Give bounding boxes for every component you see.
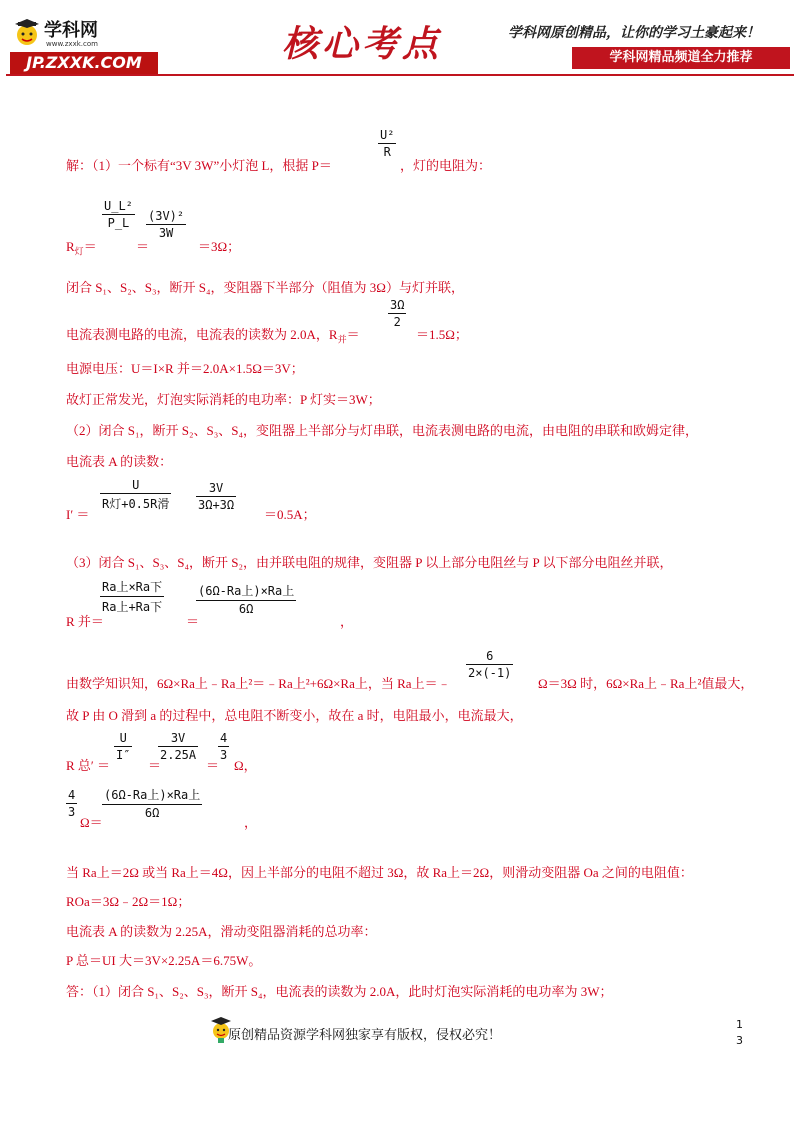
fraction: Ra上×Ra下 Ra上+Ra下 xyxy=(102,580,163,614)
text-line: 当 Ra上＝2Ω 或当 Ra上＝4Ω，因上半部分的电阻不超过 3Ω，故 Ra上＝2Ω，则滑动变阻器 Oa 之间的电阻值： xyxy=(66,865,693,880)
fraction: $\frac{\text{(3V)²}}{3W}$ xyxy=(148,209,185,240)
text-line: 电流表测电路的电流，电流表的读数为 2.0A，$R_并=$ xyxy=(66,327,360,345)
logo-title: 学科网 xyxy=(44,20,98,41)
text-line: 闭合 S₁、S₂、S₃，断开 S₄，变阻器下半部分（阻值为 3Ω）与灯并联， xyxy=(66,280,464,295)
site-logo[interactable] xyxy=(6,12,154,74)
text-line: Ω＝3Ω 时，6Ω×Ra上﹣Ra上²值最大， xyxy=(538,676,754,691)
text-line: 电流表 A 的读数为 2.25A，滑动变阻器消耗的总功率： xyxy=(66,924,377,939)
text-line: 电源电压：U＝I×R 并＝2.0A×1.5Ω＝3V； xyxy=(66,361,304,376)
text-line: R 并＝ xyxy=(66,614,104,629)
fraction: $\frac{U}{I''}$ xyxy=(116,731,131,762)
text-line: $R_灯=$ xyxy=(66,239,97,257)
fraction: (6Ω-Ra上)×Ra上 6Ω xyxy=(198,584,295,616)
text-line: 解：（1）一个标有“3V 3W”小灯泡 L，根据 P＝ xyxy=(66,158,332,173)
text-line: ＝1.5Ω； xyxy=(416,327,468,342)
fraction: $\frac{\text{U\_L²}}{P\_L}$ xyxy=(104,199,133,230)
text-line: ＝3Ω； xyxy=(198,239,241,254)
text-line: ROa＝3Ω﹣2Ω＝1Ω； xyxy=(66,894,191,909)
copyright-notice: 原创精品资源学科网独家享有版权，侵权必究！ xyxy=(228,1027,502,1042)
logo-url: www.zxxk.com xyxy=(46,40,98,48)
fraction: (6Ω-Ra上)×Ra上 6Ω xyxy=(104,788,201,820)
page-number: 1 xyxy=(736,1018,743,1031)
text-line: （2）闭合 S₁，断开 S₂、S₃、S₄，变阻器上半部分与灯串联，电流表测电路的电流，由电阻的串联和欧姆定律， xyxy=(66,423,699,438)
fraction: $\frac{4}{3}$ xyxy=(68,788,76,819)
text-line: Ω， xyxy=(234,758,257,773)
logo-domain: JP.ZXXK.COM xyxy=(10,52,158,74)
header-divider xyxy=(6,74,794,76)
text-line: 电流表 A 的读数： xyxy=(66,454,173,469)
text-line: 答：（1）闭合 S₁、S₂、S₃，断开 S₄，电流表的读数为 2.0A，此时灯泡实际消耗的电功率为 3W； xyxy=(66,984,613,999)
text-line: P 总＝UI 大＝3V×2.25A＝6.75W。 xyxy=(66,953,262,968)
fraction: $\frac{4}{3}$ xyxy=(220,731,228,762)
fraction: $\frac{3\Omega}{2}$ xyxy=(390,298,405,329)
text-line: 故灯正常发光，灯泡实际消耗的电功率：P 灯实＝3W； xyxy=(66,392,381,407)
fraction: $\frac{3V}{2.25A}$ xyxy=(160,731,197,762)
text-line: Ω＝ xyxy=(80,815,103,830)
text-line: ＝ xyxy=(206,758,220,773)
text-line: 故 P 由 O 滑到 a 的过程中，总电阻不断变小，故在 a 时，电阻最小，电流最大， xyxy=(66,708,523,723)
text-line: ＝0.5A； xyxy=(264,507,316,522)
text-line: ， xyxy=(340,614,354,629)
channel-banner: 学科网精品频道全力推荐 xyxy=(572,47,790,69)
text-line: R 总′ ＝ xyxy=(66,758,111,773)
page-total: 3 xyxy=(736,1034,743,1047)
fraction: $\frac{6}{2\times(-1)}$ xyxy=(468,649,512,680)
text-line: ＝ xyxy=(136,239,150,254)
mascot-icon xyxy=(12,18,42,48)
fraction: $\frac{3V}{3\Omega+3\Omega}$ xyxy=(198,481,235,512)
fraction: U R灯+0.5R滑 xyxy=(102,478,170,511)
text-line: （3）闭合 S₁、S₃、S₄，断开 S₂，由并联电阻的规律，变阻器 P 以上部分电阻丝与 P 以下部分电阻丝并联， xyxy=(66,555,673,570)
text-line: 由数学知识知，6Ω×Ra上﹣Ra上²＝﹣Ra上²+6Ω×Ra上，当 Ra上＝﹣ xyxy=(66,676,451,691)
text-line: ， xyxy=(244,815,258,830)
page-title: 核心考点 xyxy=(282,23,443,65)
text-line: ，灯的电阻为： xyxy=(400,158,492,173)
fraction: $\frac{\text{U²}}{R}$ xyxy=(380,128,395,159)
header-slogan: 学科网原创精品，让你的学习土豪起来！ xyxy=(508,25,760,41)
text-line: I′ ＝ xyxy=(66,507,90,522)
text-line: ＝ xyxy=(148,758,162,773)
text-line: ＝ xyxy=(186,614,200,629)
